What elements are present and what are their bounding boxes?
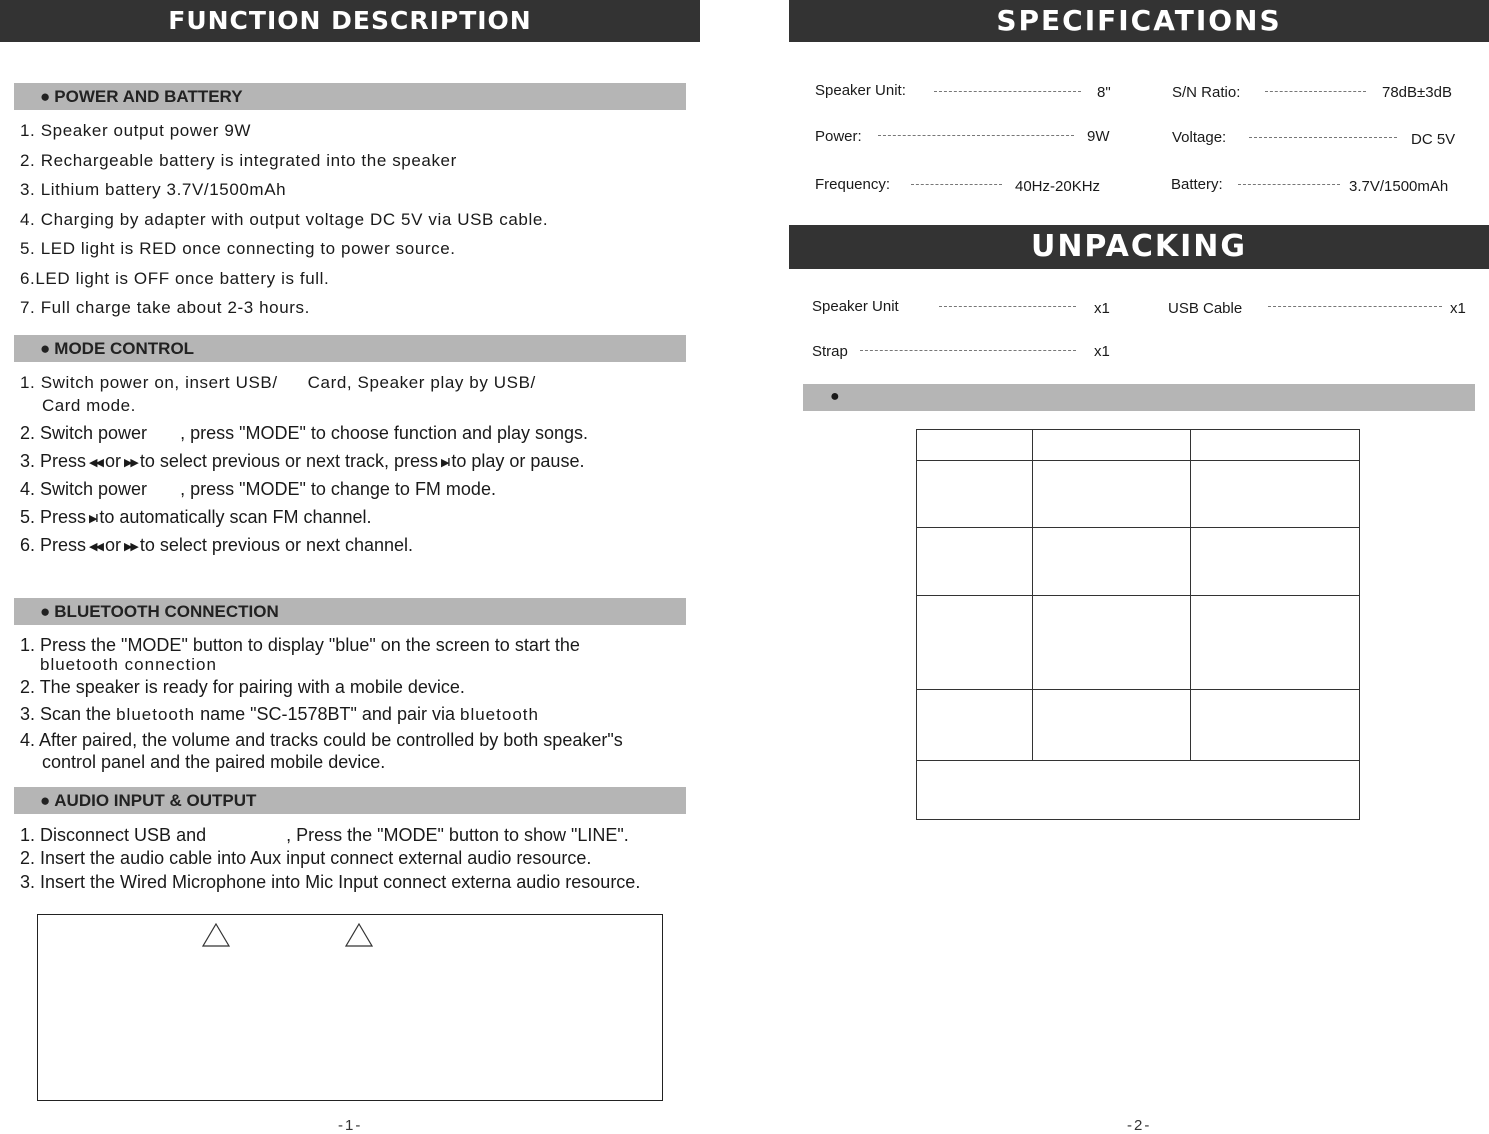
table-cell [1033, 690, 1191, 761]
next-track-icon: ▶▶ [123, 540, 137, 553]
power-item-1: 1. Speaker output power 9W [20, 121, 252, 140]
mode-item-4 [20, 479, 496, 500]
mode-item-2 [20, 423, 588, 444]
mode-item-2-part-b: , press "MODE" to choose function and play songs. [180, 423, 589, 443]
table-cell [1033, 528, 1191, 596]
bluetooth-item-3-part-c: name "SC-1578BT" and pair via [200, 704, 455, 724]
mode-item-6-part-a: 6. Press [20, 535, 87, 555]
power-battery-heading [14, 83, 686, 110]
table-row [917, 461, 1360, 528]
mode-control-heading-text: MODE CONTROL [54, 339, 195, 358]
mode-item-6-part-b: or [104, 535, 121, 555]
mode-item-3-part-b: or [104, 451, 121, 471]
mode-item-2-part-a: 2. Switch power [20, 423, 148, 443]
table-cell [917, 690, 1033, 761]
mode-item-1-cont: Card mode. [42, 396, 136, 415]
table-row [917, 596, 1360, 690]
power-battery-heading-text: POWER AND BATTERY [54, 87, 243, 106]
previous-track-icon: ◀◀ [89, 540, 102, 553]
bluetooth-item-1-cont: bluetooth connection [40, 655, 217, 674]
leader-line [1238, 184, 1340, 185]
table-row [917, 690, 1360, 761]
table-cell [917, 761, 1360, 820]
leader-line [911, 184, 1002, 185]
unpack-usb-qty: x1 [1450, 300, 1466, 317]
spec-power-value: 9W [1087, 128, 1110, 145]
play-pause-icon: ▶ll [441, 456, 449, 469]
bullet-dot: ● [830, 388, 840, 405]
bullet-dot: ● [40, 339, 51, 358]
section-bar [803, 384, 1475, 411]
power-item-2: 2. Rechargeable battery is integrated into the speaker [20, 151, 457, 170]
leader-line [860, 350, 1076, 351]
bluetooth-item-4: 4. After paired, the volume and tracks could be controlled by both speaker"s [20, 730, 623, 750]
mode-item-5-part-a: 5. Press [20, 507, 87, 527]
mode-item-3-part-d: to play or pause. [451, 451, 585, 471]
mode-item-3-part-c: to select previous or next track, press [139, 451, 439, 471]
bluetooth-item-3-part-b: bluetooth [116, 705, 196, 724]
spec-sn-label: S/N Ratio: [1172, 84, 1241, 101]
mode-item-5 [20, 507, 372, 528]
table-row [917, 430, 1360, 461]
audio-item-2: 2. Insert the audio cable into Aux input connect external audio resource. [20, 848, 592, 868]
bluetooth-item-3-part-d: bluetooth [460, 705, 539, 724]
audio-item-1 [20, 825, 629, 846]
spec-power-label: Power: [815, 128, 862, 145]
leader-line [1249, 137, 1397, 138]
empty-table [916, 429, 1360, 820]
table-cell [1191, 430, 1360, 461]
leader-line [878, 135, 1074, 136]
power-item-7: 7. Full charge take about 2-3 hours. [20, 298, 310, 317]
bluetooth-item-2: 2. The speaker is ready for pairing with a mobile device. [20, 677, 465, 697]
bluetooth-heading-text: BLUETOOTH CONNECTION [54, 602, 279, 621]
bluetooth-item-1: 1. Press the "MODE" button to display "blue" on the screen to start the [20, 635, 580, 655]
table-cell [1191, 596, 1360, 690]
power-item-5: 5. LED light is RED once connecting to power source. [20, 239, 456, 258]
table-cell [1033, 596, 1191, 690]
leader-line [1265, 91, 1366, 92]
spec-battery-value: 3.7V/1500mAh [1349, 178, 1449, 195]
spec-frequency-value: 40Hz-20KHz [1015, 178, 1101, 195]
spec-sn-value: 78dB±3dB [1382, 84, 1452, 101]
table-cell [1033, 461, 1191, 528]
table-cell [1191, 461, 1360, 528]
table-cell [917, 461, 1033, 528]
audio-heading-text: AUDIO INPUT & OUTPUT [54, 791, 257, 810]
warning-box [37, 914, 663, 1101]
mode-item-1-part-a: 1. Switch power on, insert USB/ [20, 373, 278, 392]
bullet-dot: ● [40, 791, 51, 810]
table-row [917, 761, 1360, 820]
bluetooth-heading [14, 598, 686, 625]
specifications-title: SPECIFICATIONS [789, 0, 1489, 42]
table-cell [917, 430, 1033, 461]
mode-item-3 [20, 451, 584, 472]
table-cell [1191, 690, 1360, 761]
mode-item-5-part-b: to automatically scan FM channel. [99, 507, 372, 527]
page-number-left: -1- [338, 1117, 363, 1134]
table-cell [1191, 528, 1360, 596]
audio-heading [14, 787, 686, 814]
spec-speaker-unit-label: Speaker Unit: [815, 82, 906, 99]
next-track-icon: ▶▶ [123, 456, 137, 469]
power-item-6: 6.LED light is OFF once battery is full. [20, 269, 330, 288]
mode-item-1-part-b: Card, Speaker play by USB/ [307, 373, 536, 392]
page-number-right: -2- [1127, 1117, 1152, 1134]
table-cell [917, 596, 1033, 690]
unpack-speaker-qty: x1 [1094, 300, 1110, 317]
function-description-title: FUNCTION DESCRIPTION [0, 0, 700, 42]
mode-control-heading [14, 335, 686, 362]
unpack-strap: Strap [812, 343, 848, 360]
mode-item-3-part-a: 3. Press [20, 451, 87, 471]
unpack-strap-qty: x1 [1094, 343, 1110, 360]
mode-item-6 [20, 535, 413, 556]
spec-voltage-value: DC 5V [1411, 131, 1456, 148]
bluetooth-item-3 [20, 704, 539, 725]
leader-line [939, 306, 1076, 307]
previous-track-icon: ◀◀ [89, 456, 102, 469]
spec-voltage-label: Voltage: [1172, 129, 1227, 146]
spec-battery-label: Battery: [1171, 176, 1223, 193]
spec-speaker-unit-value: 8" [1097, 84, 1111, 101]
mode-item-6-part-c: to select previous or next channel. [139, 535, 414, 555]
power-item-3: 3. Lithium battery 3.7V/1500mAh [20, 180, 287, 199]
spec-frequency-label: Frequency: [815, 176, 891, 193]
bullet-dot: ● [40, 602, 51, 621]
audio-item-1-part-a: 1. Disconnect USB and [20, 825, 207, 845]
bullet-dot: ● [40, 87, 51, 106]
mode-item-4-part-a: 4. Switch power [20, 479, 148, 499]
audio-item-3: 3. Insert the Wired Microphone into Mic Input connect externa audio resource. [20, 872, 641, 892]
unpack-usb-cable: USB Cable [1168, 300, 1243, 317]
bluetooth-item-3-part-a: 3. Scan the [20, 704, 112, 724]
play-pause-icon: ▶ll [89, 512, 97, 525]
table-row [917, 528, 1360, 596]
audio-item-1-part-b: , Press the "MODE" button to show "LINE". [286, 825, 629, 845]
mode-item-1 [20, 373, 536, 393]
bluetooth-item-4-cont: control panel and the paired mobile device. [42, 752, 386, 772]
power-item-4: 4. Charging by adapter with output voltage DC 5V via USB cable. [20, 210, 549, 229]
table-cell [1033, 430, 1191, 461]
table-cell [917, 528, 1033, 596]
unpacking-title: UNPACKING [789, 225, 1489, 269]
leader-line [1268, 306, 1442, 307]
unpack-speaker-unit: Speaker Unit [812, 298, 899, 315]
leader-line [934, 91, 1081, 92]
mode-item-4-part-b: , press "MODE" to change to FM mode. [180, 479, 496, 499]
